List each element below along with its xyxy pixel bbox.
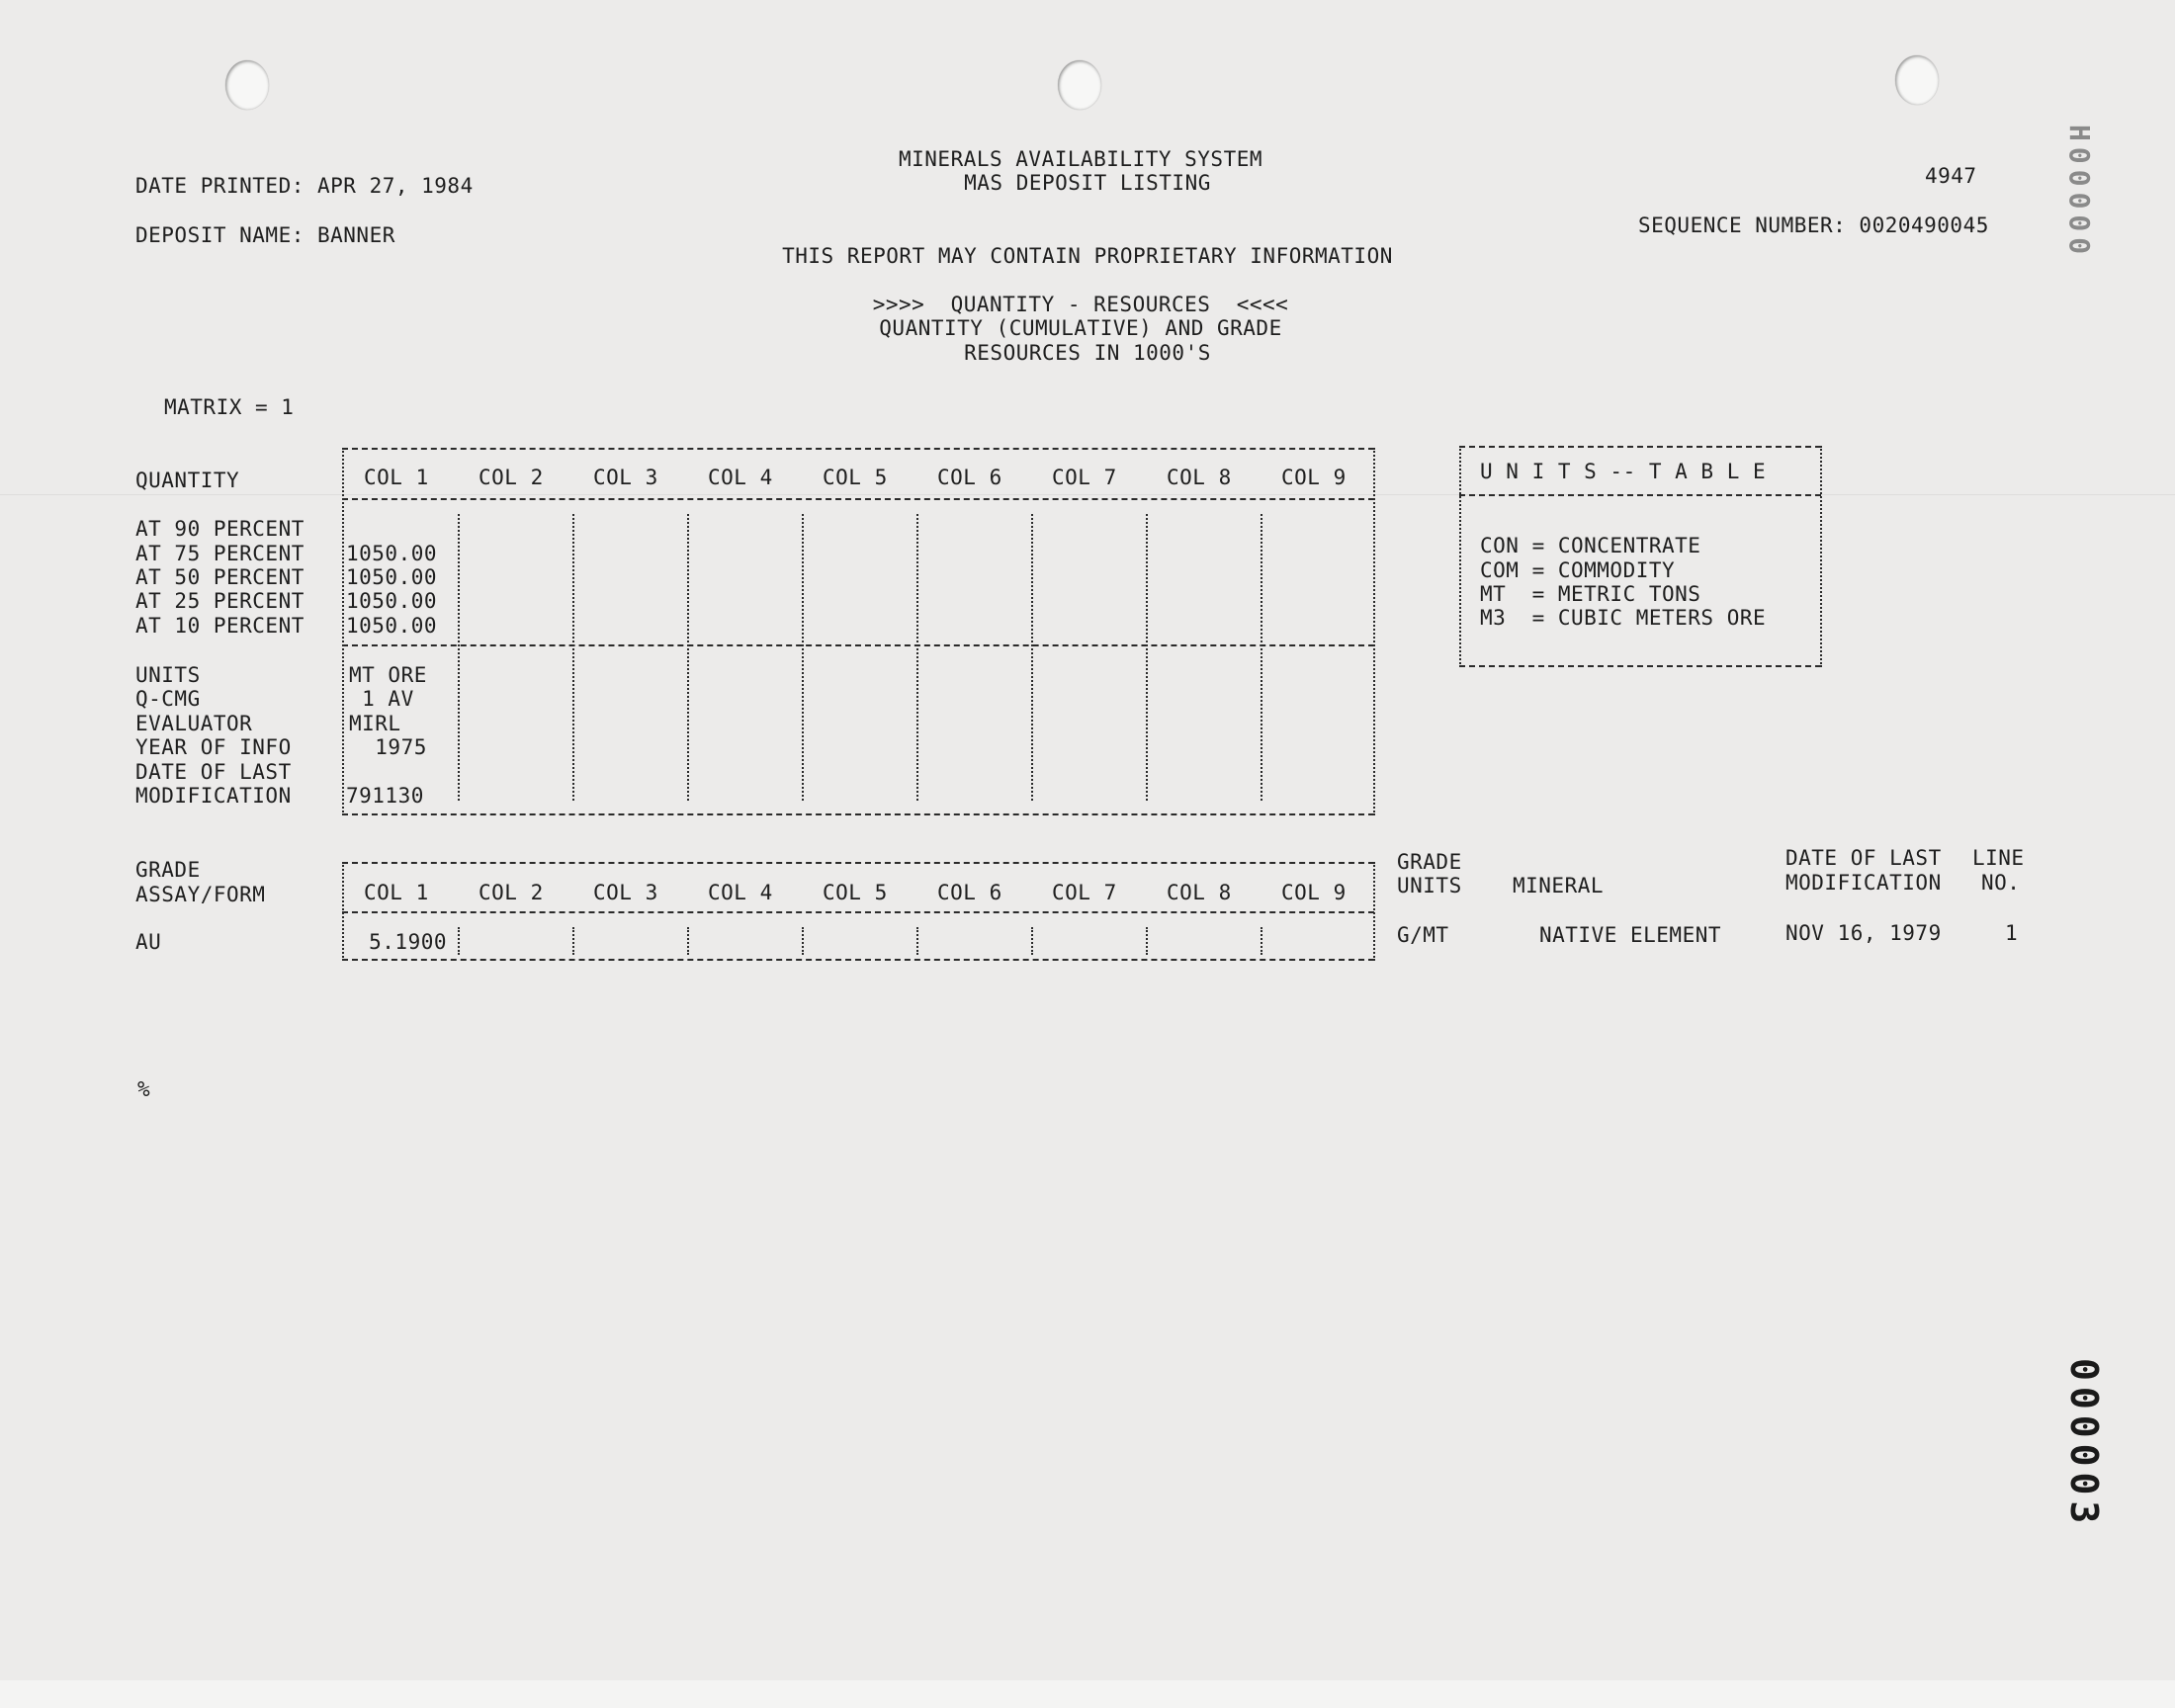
grade-col-3-header: COL 3 — [593, 881, 658, 904]
subtitle-quantity-grade: QUANTITY (CUMULATIVE) AND GRADE — [879, 316, 1282, 340]
quantity-col-separator — [1261, 514, 1262, 801]
grade-col-4-header: COL 4 — [708, 881, 773, 904]
grade-row-col1-value: 5.1900 — [356, 930, 448, 954]
units-entry-mt: MT = METRIC TONS — [1480, 582, 1701, 606]
quantity-col-separator — [572, 514, 574, 801]
row-value-year-of-info: 1975 — [349, 735, 427, 759]
quantity-col-separator — [687, 514, 689, 801]
matrix-label: MATRIX = 1 — [164, 395, 295, 419]
page-code: 4947 — [1925, 164, 1977, 188]
grade-col-separator — [572, 927, 574, 955]
punch-hole-right — [1895, 55, 1939, 105]
sequence-number: SEQUENCE NUMBER: 0020490045 — [1638, 214, 1989, 237]
row-value-at-25: 1050.00 — [346, 589, 438, 613]
units-table-left-border — [1459, 446, 1461, 667]
row-label-evaluator: EVALUATOR — [135, 712, 253, 735]
units-table-bottom-border — [1459, 665, 1821, 667]
percent-mark: % — [137, 1077, 151, 1101]
row-value-units: MT ORE — [349, 663, 427, 687]
units-table-top-border — [1459, 446, 1821, 448]
grade-table-bottom-border — [342, 959, 1374, 961]
quantity-col-separator — [1146, 514, 1148, 801]
grade-side-header-no: NO. — [1981, 871, 2021, 895]
quantity-col-1-header: COL 1 — [364, 466, 429, 489]
row-label-year-of-info: YEAR OF INFO — [135, 735, 292, 759]
grade-row-units: G/MT — [1397, 923, 1449, 947]
units-entry-com: COM = COMMODITY — [1480, 558, 1676, 582]
deposit-name: DEPOSIT NAME: BANNER — [135, 223, 395, 247]
punch-hole-center — [1058, 60, 1101, 110]
row-value-q-cmg: 1 AV — [349, 687, 414, 711]
quantity-label: QUANTITY — [135, 469, 240, 492]
quantity-col-7-header: COL 7 — [1052, 466, 1117, 489]
bottom-right-margin-mark: 000003 — [2062, 1358, 2106, 1530]
grade-col-5-header: COL 5 — [823, 881, 888, 904]
grade-row-mineral: NATIVE ELEMENT — [1539, 923, 1722, 947]
units-entry-m3: M3 = CUBIC METERS ORE — [1480, 606, 1767, 630]
grade-label: GRADE — [135, 858, 201, 882]
grade-col-separator — [916, 927, 918, 955]
quantity-col-8-header: COL 8 — [1167, 466, 1232, 489]
quantity-col-2-header: COL 2 — [478, 466, 544, 489]
row-label-at-25: AT 25 PERCENT — [135, 589, 304, 613]
system-title: MINERALS AVAILABILITY SYSTEM — [898, 147, 1263, 171]
grade-header-divider — [342, 911, 1374, 913]
row-label-at-75: AT 75 PERCENT — [135, 542, 304, 565]
scan-fold-line — [0, 494, 2175, 495]
quantity-table-right-border — [1373, 448, 1375, 815]
quantity-table-bottom-border — [342, 813, 1374, 815]
grade-col-1-header: COL 1 — [364, 881, 429, 904]
quantity-col-4-header: COL 4 — [708, 466, 773, 489]
grade-col-separator — [1261, 927, 1262, 955]
listing-title: MAS DEPOSIT LISTING — [964, 171, 1211, 195]
quantity-table-left-border — [342, 448, 344, 815]
grade-row-line-no: 1 — [2005, 921, 2019, 945]
row-value-at-75: 1050.00 — [346, 542, 438, 565]
quantity-col-separator — [458, 514, 460, 801]
quantity-col-3-header: COL 3 — [593, 466, 658, 489]
paper-bottom-edge — [0, 1680, 2175, 1708]
grade-table-top-border — [342, 862, 1374, 864]
grade-col-8-header: COL 8 — [1167, 881, 1232, 904]
grade-col-separator — [687, 927, 689, 955]
row-value-evaluator: MIRL — [349, 712, 401, 735]
grade-side-header-modification: MODIFICATION — [1785, 871, 1942, 895]
grade-side-header-grade: GRADE — [1397, 850, 1462, 874]
row-label-at-90: AT 90 PERCENT — [135, 517, 304, 541]
grade-col-7-header: COL 7 — [1052, 881, 1117, 904]
punch-hole-left — [225, 60, 269, 110]
top-right-margin-mark: H00000 — [2063, 125, 2096, 261]
grade-col-separator — [1146, 927, 1148, 955]
proprietary-notice: THIS REPORT MAY CONTAIN PROPRIETARY INFORMATION — [782, 244, 1393, 268]
grade-col-separator — [1031, 927, 1033, 955]
row-value-modification: 791130 — [346, 784, 424, 808]
quantity-col-9-header: COL 9 — [1281, 466, 1347, 489]
grade-col-separator — [802, 927, 804, 955]
grade-side-header-mineral: MINERAL — [1513, 874, 1605, 897]
quantity-col-5-header: COL 5 — [823, 466, 888, 489]
grade-col-9-header: COL 9 — [1281, 881, 1347, 904]
grade-side-header-date-of-last: DATE OF LAST — [1785, 846, 1942, 870]
row-label-modification: MODIFICATION — [135, 784, 292, 808]
units-table-right-border — [1820, 446, 1822, 667]
grade-row-date: NOV 16, 1979 — [1785, 921, 1942, 945]
row-label-units: UNITS — [135, 663, 201, 687]
grade-side-header-line: LINE — [1972, 846, 2025, 870]
row-value-at-10: 1050.00 — [346, 614, 438, 638]
row-label-date-of-last: DATE OF LAST — [135, 760, 292, 784]
date-printed: DATE PRINTED: APR 27, 1984 — [135, 174, 474, 198]
quantity-col-separator — [1031, 514, 1033, 801]
quantity-percent-divider — [342, 644, 1374, 646]
grade-col-2-header: COL 2 — [478, 881, 544, 904]
quantity-col-separator — [916, 514, 918, 801]
quantity-col-separator — [802, 514, 804, 801]
row-value-at-50: 1050.00 — [346, 565, 438, 589]
grade-side-header-units: UNITS — [1397, 874, 1462, 897]
assay-form-label: ASSAY/FORM — [135, 883, 266, 906]
quantity-header-divider — [342, 498, 1374, 500]
section-title: >>>> QUANTITY - RESOURCES <<<< — [872, 293, 1289, 316]
row-label-q-cmg: Q-CMG — [135, 687, 201, 711]
quantity-col-6-header: COL 6 — [937, 466, 1002, 489]
grade-row-label: AU — [135, 930, 162, 954]
grade-table-left-border — [342, 862, 344, 961]
quantity-table-top-border — [342, 448, 1374, 450]
units-entry-con: CON = CONCENTRATE — [1480, 534, 1701, 557]
units-table-header-divider — [1459, 494, 1821, 496]
row-label-at-50: AT 50 PERCENT — [135, 565, 304, 589]
grade-col-6-header: COL 6 — [937, 881, 1002, 904]
grade-table-right-border — [1373, 862, 1375, 961]
row-label-at-10: AT 10 PERCENT — [135, 614, 304, 638]
grade-col-separator — [458, 927, 460, 955]
subtitle-resources: RESOURCES IN 1000'S — [964, 341, 1211, 365]
units-table-title: U N I T S -- T A B L E — [1480, 460, 1767, 483]
